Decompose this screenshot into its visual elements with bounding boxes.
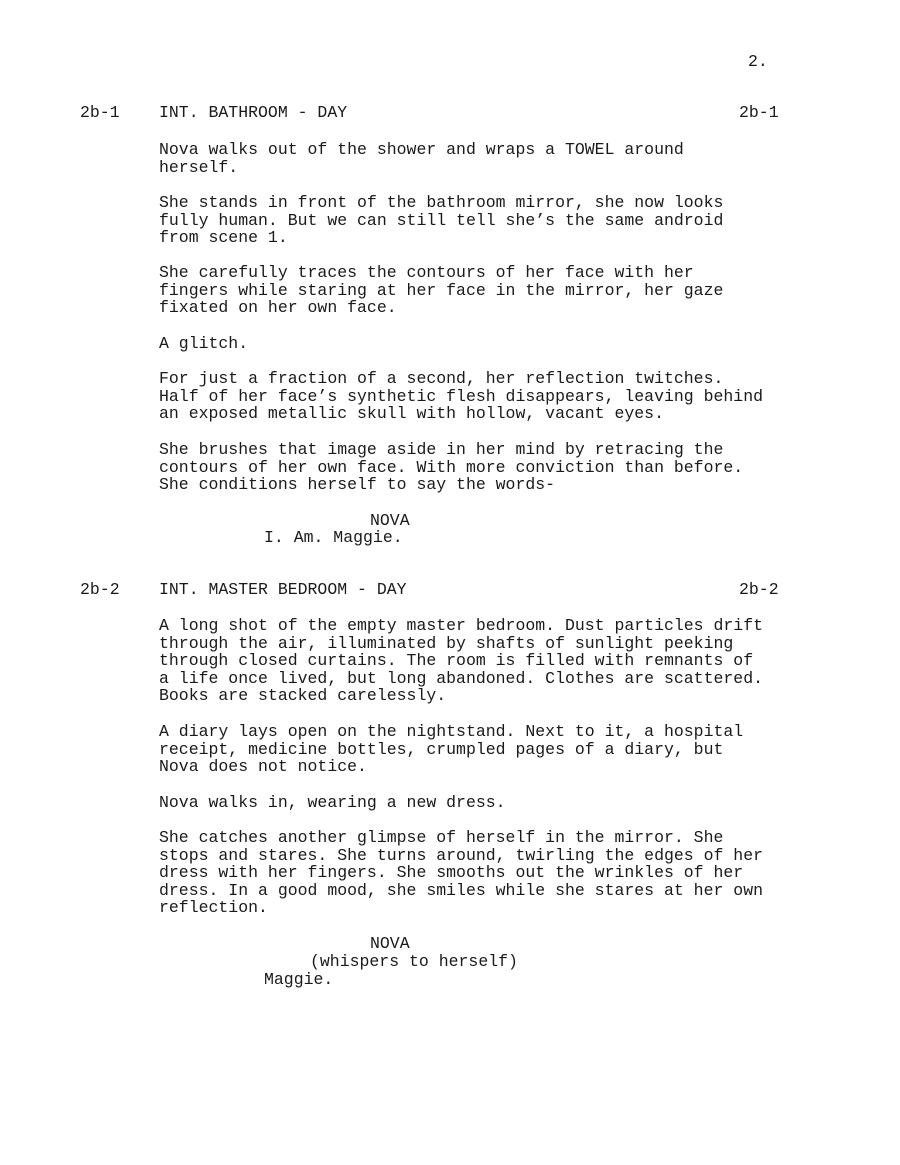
dialogue-line: Maggie.	[264, 970, 334, 989]
parenthetical: (whispers to herself)	[310, 952, 518, 971]
action-paragraph: Nova walks in, wearing a new dress.	[159, 793, 506, 812]
action-paragraph: Nova walks out of the shower and wraps a TOWEL around herself.	[159, 140, 684, 177]
dialogue-line: I. Am. Maggie.	[264, 528, 403, 547]
action-paragraph: For just a fraction of a second, her reflection twitches. Half of her face’s synthetic flesh disappears, leaving behind an exposed metallic skull with hollow, vacant eyes.	[159, 369, 763, 424]
action-paragraph: A diary lays open on the nightstand. Next to it, a hospital receipt, medicine bottles, crumpled pages of a diary, but Nova does not notice.	[159, 722, 744, 777]
scene-number-right: 2b-2	[739, 580, 779, 599]
scene-heading: INT. MASTER BEDROOM - DAY	[159, 580, 407, 599]
page-number: 2.	[748, 52, 768, 71]
action-paragraph: She stands in front of the bathroom mirror, she now looks fully human. But we can still tell she’s the same android from scene 1.	[159, 193, 724, 248]
scene-number-left: 2b-1	[80, 103, 120, 122]
action-paragraph: A long shot of the empty master bedroom. Dust particles drift through the air, illuminated by shafts of sunlight peeking through closed curtains. The room is filled with remnants of a life once lived, but long abandoned. Clothes are scattered. Books are stacked carelessly.	[159, 616, 763, 706]
scene-number-right: 2b-1	[739, 103, 779, 122]
action-paragraph: A glitch.	[159, 334, 249, 353]
character-cue: NOVA	[370, 934, 410, 953]
action-paragraph: She catches another glimpse of herself in the mirror. She stops and stares. She turns around, twirling the edges of her dress with her fingers. She smooths out the wrinkles of her dress. In a good mood, she smiles while she stares at her own reflection.	[159, 828, 763, 918]
action-paragraph: She carefully traces the contours of her face with her fingers while staring at her face in the mirror, her gaze fixated on her own face.	[159, 263, 724, 318]
scene-heading: INT. BATHROOM - DAY	[159, 103, 348, 122]
scene-number-left: 2b-2	[80, 580, 120, 599]
character-cue: NOVA	[370, 511, 410, 530]
action-paragraph: She brushes that image aside in her mind by retracing the contours of her own face. With more conviction than before. She conditions herself to say the words-	[159, 440, 744, 495]
